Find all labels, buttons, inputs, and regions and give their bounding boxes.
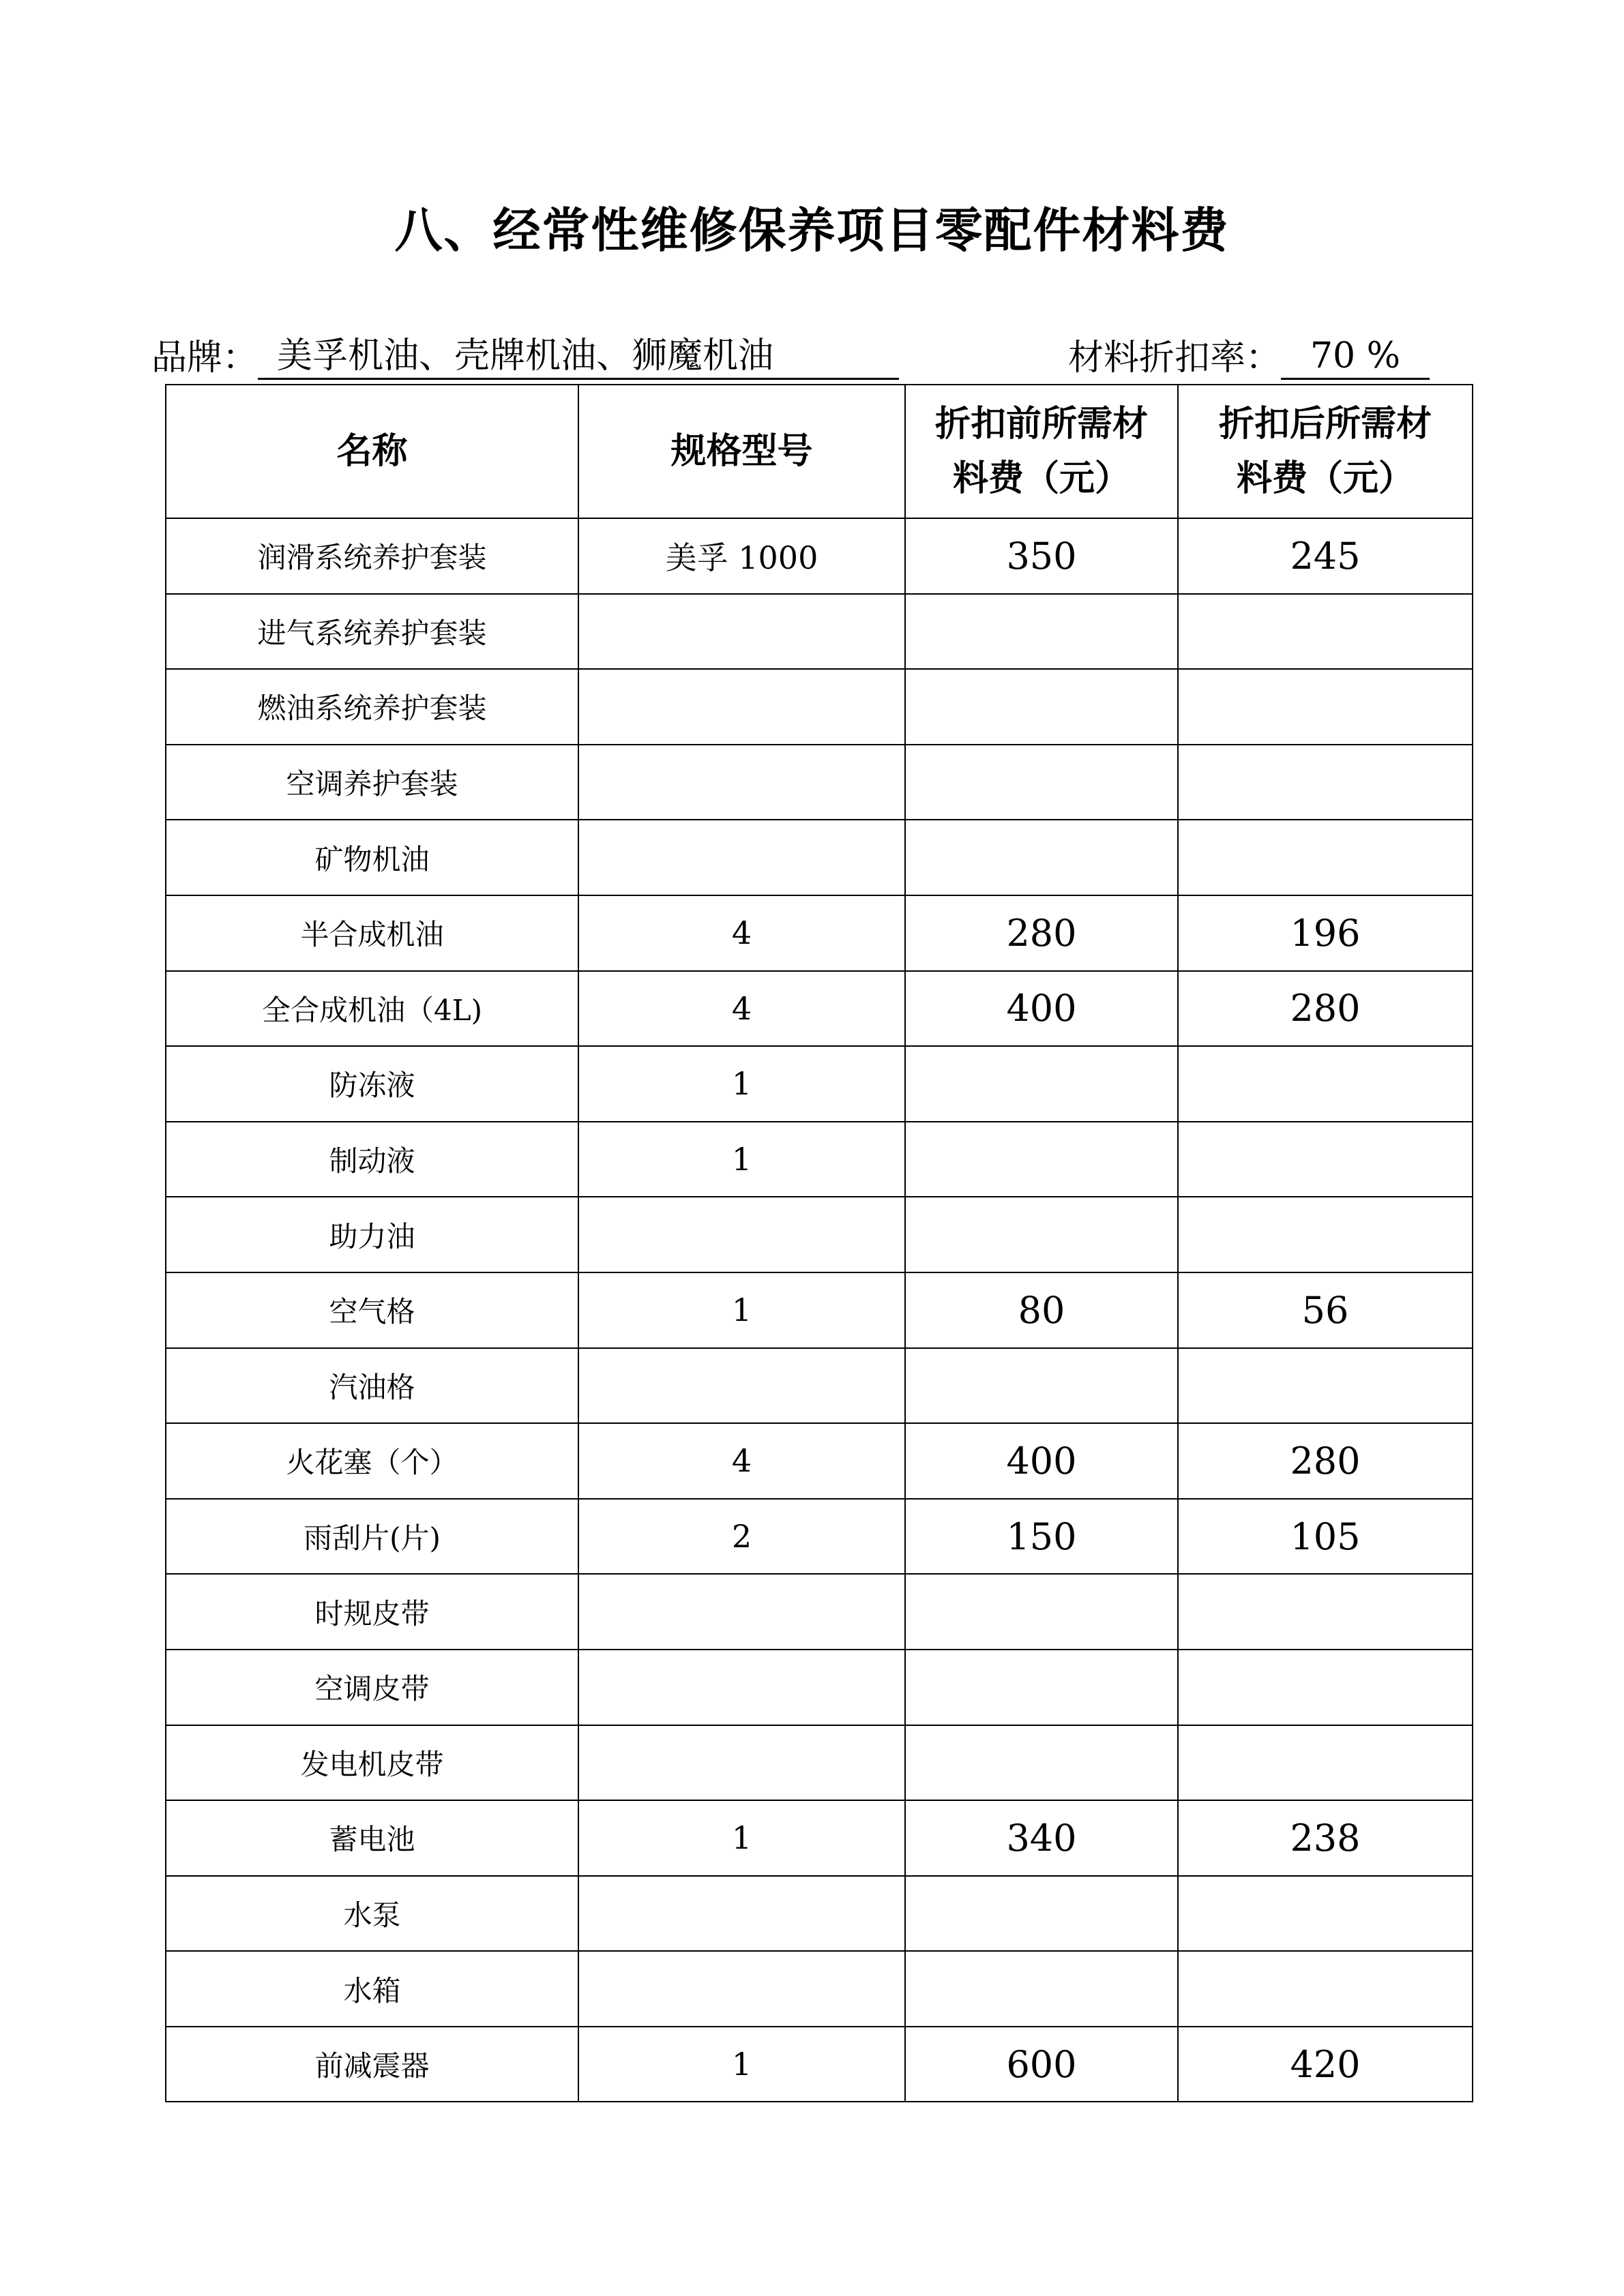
cell-after-discount: 105	[1178, 1499, 1473, 1575]
cell-before-discount	[905, 669, 1178, 745]
cell-before-discount	[905, 1876, 1178, 1952]
cell-spec: 4	[578, 895, 905, 971]
header-before-discount	[905, 385, 1178, 518]
cell-after-discount	[1178, 1046, 1473, 1122]
cell-after-discount	[1178, 1951, 1473, 2027]
cell-spec	[578, 1650, 905, 1725]
cell-spec	[578, 1725, 905, 1801]
cell-before-discount: 400	[905, 971, 1178, 1047]
table-row	[166, 1122, 1473, 1197]
cell-after-discount	[1178, 1876, 1473, 1952]
cell-before-discount: 350	[905, 518, 1178, 594]
cell-spec: 1	[578, 1272, 905, 1348]
cell-before-discount	[905, 1951, 1178, 2027]
cell-name: 矿物机油	[166, 820, 578, 895]
cell-spec: 1	[578, 1122, 905, 1197]
cell-name: 空调皮带	[166, 1650, 578, 1725]
cell-before-discount	[905, 1046, 1178, 1122]
cell-spec: 1	[578, 2027, 905, 2102]
table-row	[166, 1951, 1473, 2027]
table-row	[166, 1423, 1473, 1499]
cell-spec	[578, 1574, 905, 1650]
table-row	[166, 1348, 1473, 1424]
table-header-row	[166, 385, 1473, 518]
cell-after-discount	[1178, 1725, 1473, 1801]
cell-spec	[578, 669, 905, 745]
table-body	[166, 518, 1473, 2102]
cell-after-discount	[1178, 594, 1473, 670]
cell-spec	[578, 1348, 905, 1424]
cell-name: 火花塞（个）	[166, 1423, 578, 1499]
cell-name: 汽油格	[166, 1348, 578, 1424]
cell-name: 发电机皮带	[166, 1725, 578, 1801]
cell-before-discount: 80	[905, 1272, 1178, 1348]
cell-spec	[578, 1876, 905, 1952]
cell-name: 水箱	[166, 1951, 578, 2027]
cell-before-discount: 600	[905, 2027, 1178, 2102]
cell-before-discount: 280	[905, 895, 1178, 971]
cell-before-discount	[905, 594, 1178, 670]
cell-after-discount: 56	[1178, 1272, 1473, 1348]
cell-before-discount: 400	[905, 1423, 1178, 1499]
cell-after-discount	[1178, 1197, 1473, 1272]
brand-label: 品牌：	[151, 338, 259, 378]
cell-name: 前减震器	[166, 2027, 578, 2102]
cell-spec: 美孚 1000	[578, 518, 905, 594]
cell-name: 润滑系统养护套装	[166, 518, 578, 594]
discount-label: 材料折扣率：	[1068, 338, 1282, 378]
cell-spec	[578, 594, 905, 670]
header-after-discount	[1178, 385, 1473, 518]
cell-spec	[578, 1197, 905, 1272]
table-row	[166, 1800, 1473, 1876]
cell-before-discount	[905, 1725, 1178, 1801]
header-after-line-1: 折扣后所需材	[1218, 403, 1432, 445]
header-name: 名称	[166, 385, 578, 518]
table-row	[166, 971, 1473, 1047]
cell-spec: 1	[578, 1046, 905, 1122]
parts-cost-table	[165, 384, 1473, 2102]
cell-after-discount: 238	[1178, 1800, 1473, 1876]
cell-before-discount	[905, 1574, 1178, 1650]
brand-value: 美孚机油、壳牌机油、狮魔机油	[258, 334, 899, 380]
cell-spec: 2	[578, 1499, 905, 1575]
cell-after-discount	[1178, 1574, 1473, 1650]
cell-after-discount	[1178, 1650, 1473, 1725]
cell-after-discount: 420	[1178, 2027, 1473, 2102]
cell-after-discount	[1178, 1348, 1473, 1424]
cell-spec	[578, 1951, 905, 2027]
cell-before-discount	[905, 1197, 1178, 1272]
cell-after-discount: 196	[1178, 895, 1473, 971]
header-before-line-2: 料费（元）	[952, 458, 1130, 499]
cell-before-discount: 150	[905, 1499, 1178, 1575]
cell-name: 防冻液	[166, 1046, 578, 1122]
cell-after-discount	[1178, 820, 1473, 895]
cell-spec	[578, 745, 905, 820]
cell-after-discount	[1178, 745, 1473, 820]
cell-name: 全合成机油（4L)	[166, 971, 578, 1047]
cell-after-discount: 245	[1178, 518, 1473, 594]
cell-after-discount	[1178, 669, 1473, 745]
table-row	[166, 895, 1473, 971]
cell-name: 蓄电池	[166, 1800, 578, 1876]
table-row	[166, 1197, 1473, 1272]
table-row	[166, 1272, 1473, 1348]
header-before-line-1: 折扣前所需材	[934, 403, 1148, 445]
cell-name: 水泵	[166, 1876, 578, 1952]
cell-name: 半合成机油	[166, 895, 578, 971]
cell-before-discount	[905, 1348, 1178, 1424]
table-row	[166, 1876, 1473, 1952]
table-row	[166, 1574, 1473, 1650]
header-after-line-2: 料费（元）	[1236, 458, 1414, 499]
table-row	[166, 518, 1473, 594]
cell-name: 燃油系统养护套装	[166, 669, 578, 745]
cell-spec	[578, 820, 905, 895]
table-row	[166, 1725, 1473, 1801]
cell-before-discount	[905, 1122, 1178, 1197]
cell-spec: 4	[578, 1423, 905, 1499]
cell-spec: 1	[578, 1800, 905, 1876]
brand-line	[151, 334, 899, 380]
table-row	[166, 1499, 1473, 1575]
cell-name: 空调养护套装	[166, 745, 578, 820]
cell-after-discount: 280	[1178, 971, 1473, 1047]
table-row	[166, 594, 1473, 670]
cell-before-discount	[905, 820, 1178, 895]
table-row	[166, 2027, 1473, 2102]
cell-name: 空气格	[166, 1272, 578, 1348]
cell-spec: 4	[578, 971, 905, 1047]
discount-line	[1068, 334, 1430, 380]
page-title: 八、经常性维修保养项目零配件材料费	[394, 202, 1230, 258]
cell-name: 时规皮带	[166, 1574, 578, 1650]
cell-name: 制动液	[166, 1122, 578, 1197]
header-spec: 规格型号	[578, 385, 905, 518]
cell-name: 进气系统养护套装	[166, 594, 578, 670]
cell-after-discount	[1178, 1122, 1473, 1197]
table-row	[166, 1650, 1473, 1725]
table-row	[166, 745, 1473, 820]
discount-value: 70 %	[1281, 334, 1430, 380]
cell-name: 助力油	[166, 1197, 578, 1272]
table-row	[166, 1046, 1473, 1122]
cell-name: 雨刮片(片)	[166, 1499, 578, 1575]
table-row	[166, 669, 1473, 745]
cell-before-discount: 340	[905, 1800, 1178, 1876]
cell-before-discount	[905, 745, 1178, 820]
cell-after-discount: 280	[1178, 1423, 1473, 1499]
table-row	[166, 820, 1473, 895]
cell-before-discount	[905, 1650, 1178, 1725]
